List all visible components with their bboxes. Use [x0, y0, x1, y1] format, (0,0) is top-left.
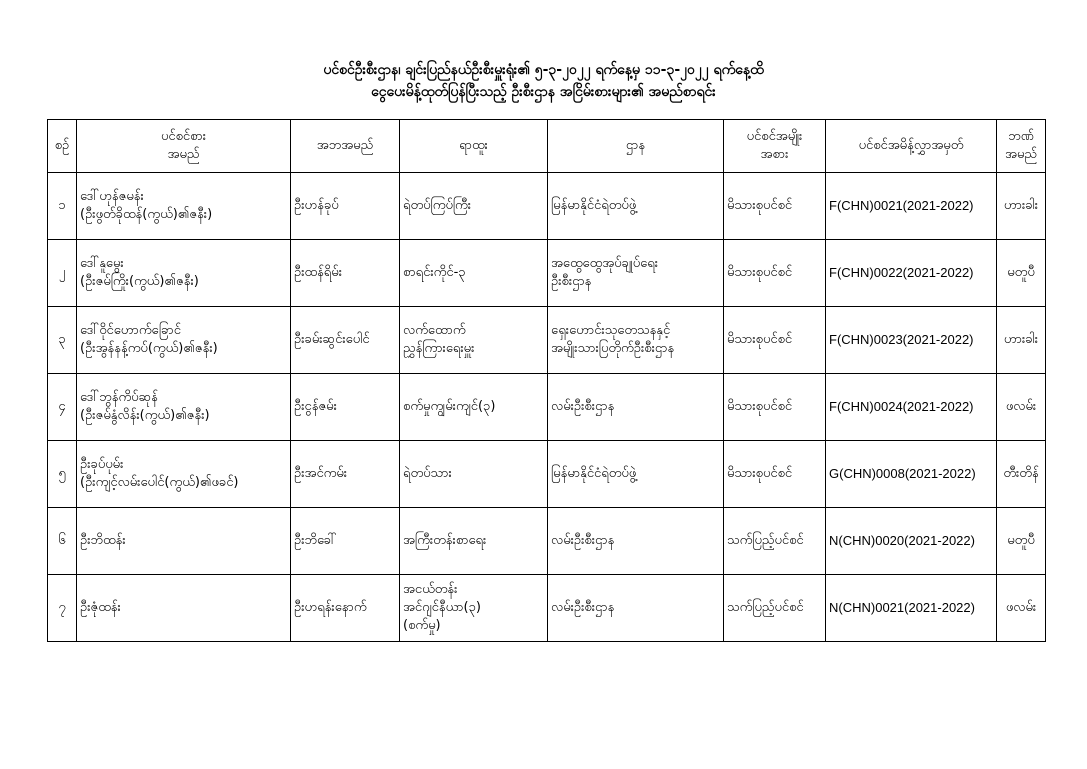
cell-pensioner-name-line: (ဦးကျင့်လမ်းပေါင်(ကွယ်)၏ဖခင်)	[80, 475, 239, 490]
cell-pensioner-name-line: (ဦးဇမ်ကြိုး(ကွယ်)၏ဇနီး)	[80, 274, 199, 289]
cell-position	[400, 575, 548, 642]
cell-pensioner-name	[77, 307, 291, 374]
cell-pension-type: မိသားစုပင်စင်	[724, 240, 826, 307]
table-row	[48, 240, 1046, 307]
cell-department	[548, 374, 724, 441]
cell-father-name: ဦးဟန်ခုပ်	[291, 173, 400, 240]
header-position	[400, 120, 548, 173]
cell-position	[400, 173, 548, 240]
header-father-name-line: အဘအမည်	[316, 138, 374, 153]
cell-pension-type: မိသားစုပင်စင်	[724, 307, 826, 374]
cell-pensioner-name	[77, 240, 291, 307]
cell-pensioner-name-line: (ဦးဖွတ်ခိုထန်(ကွယ်)၏ဇနီး)	[80, 207, 213, 222]
cell-father-name: ဦးခမ်းဆွင်းပေါင်	[291, 307, 400, 374]
cell-pensioner-name-line: ဦးဘိထန်း	[80, 533, 126, 548]
table-row	[48, 307, 1046, 374]
cell-serial: ၆	[48, 508, 77, 575]
cell-pensioner-name-line: (ဦးအွန်နန့်ကပ်(ကွယ်)၏ဇနီး)	[80, 341, 218, 356]
header-pensioner-name-line: ပင်စင်စား	[160, 129, 207, 144]
cell-position	[400, 441, 548, 508]
cell-bank: ဟားခါး	[997, 307, 1046, 374]
cell-father-name: ဦးဟရန်းနောက်	[291, 575, 400, 642]
cell-pensioner-name-line: ဦးခုပ်ပုမ်း	[80, 457, 124, 472]
cell-pensioner-name-line: ဒေါ်ဟုန်ဇမန်း	[80, 189, 144, 204]
header-serial-line: စဉ်	[54, 138, 70, 153]
cell-position	[400, 240, 548, 307]
header-bank-line: ဘဏ်	[1008, 129, 1034, 144]
cell-position-line: ရဲတပ်ကြပ်ကြီး	[403, 198, 472, 213]
cell-father-name: ဦးထန်ရိမ်း	[291, 240, 400, 307]
header-pension-type-line: ပင်စင်အမျိုး	[746, 129, 803, 144]
cell-pensioner-name-line: (ဦးဇမ်နွံလိန်း(ကွယ်)၏ဇနီး)	[80, 408, 210, 423]
cell-position	[400, 374, 548, 441]
cell-department-line: ဦးစီးဌာန	[551, 274, 592, 289]
cell-department	[548, 240, 724, 307]
header-position-line: ရာထူး	[459, 138, 488, 153]
cell-order-number: N(CHN)0021(2021-2022)	[826, 575, 997, 642]
cell-department-line: အမျိုးသားပြတိုက်ဦးစီးဌာန	[551, 341, 675, 356]
cell-order-number: F(CHN)0023(2021-2022)	[826, 307, 997, 374]
cell-position-line: စက်မှုကျွမ်းကျင်(၃)	[403, 399, 496, 414]
cell-pensioner-name-line: ဒေါ်နူမွေး	[80, 256, 124, 271]
cell-position	[400, 307, 548, 374]
cell-bank: ဖလမ်း	[997, 575, 1046, 642]
cell-pensioner-name	[77, 173, 291, 240]
cell-father-name: ဦးဘိခေါ်	[291, 508, 400, 575]
cell-father-name: ဦးငွန်ဇမ်း	[291, 374, 400, 441]
cell-bank: မတူပီ	[997, 240, 1046, 307]
header-pension-type-line: အစား	[760, 147, 789, 162]
header-serial	[48, 120, 77, 173]
cell-department-line: လမ်းဦးစီးဌာန	[551, 533, 615, 548]
cell-department	[548, 575, 724, 642]
cell-serial: ၂	[48, 240, 77, 307]
cell-department	[548, 441, 724, 508]
cell-department-line: မြန်မာနိုင်ငံရဲတပ်ဖွဲ့	[551, 198, 637, 213]
cell-serial: ၃	[48, 307, 77, 374]
cell-order-number: F(CHN)0021(2021-2022)	[826, 173, 997, 240]
cell-order-number: F(CHN)0022(2021-2022)	[826, 240, 997, 307]
cell-department	[548, 173, 724, 240]
cell-department-line: လမ်းဦးစီးဌာန	[551, 600, 615, 615]
cell-order-number: G(CHN)0008(2021-2022)	[826, 441, 997, 508]
cell-pensioner-name	[77, 441, 291, 508]
cell-pension-type: မိသားစုပင်စင်	[724, 374, 826, 441]
cell-serial: ၅	[48, 441, 77, 508]
header-pensioner-name-line: အမည်	[167, 147, 200, 162]
cell-pensioner-name-line: ဒေါ်ဘွန်ကိပ်ဆုန်	[80, 390, 158, 405]
pensioner-table	[47, 119, 1046, 642]
table-body	[48, 173, 1046, 642]
header-bank-line: အမည်	[1005, 147, 1037, 162]
cell-order-number: N(CHN)0020(2021-2022)	[826, 508, 997, 575]
table-row	[48, 508, 1046, 575]
document-title-line-2: ငွေပေးမိန့်ထုတ်ပြန်ပြီးသည့် ဦးစီးဌာန အငြိမ်းစားများ၏ အမည်စာရင်း	[371, 84, 716, 100]
header-order-number-line: ပင်စင်အမိန့်လွှာအမှတ်	[858, 138, 964, 153]
cell-serial: ၁	[48, 173, 77, 240]
cell-department-line: မြန်မာနိုင်ငံရဲတပ်ဖွဲ့	[551, 466, 637, 481]
table-row	[48, 441, 1046, 508]
cell-bank: တီးတိန်	[997, 441, 1046, 508]
cell-father-name: ဦးအင်ကမ်း	[291, 441, 400, 508]
cell-position	[400, 508, 548, 575]
cell-department-line: ရှေးဟောင်းသုတေသနနှင့်	[551, 323, 671, 338]
document-title-line-1: ပင်စင်ဦးစီးဌာန၊ ချင်းပြည်နယ်ဦးစီးမှူးရုံး၏ ၅-၃-၂၀၂၂ ရက်နေ့မှ ၁၁-၃-၂၀၂၂ ရက်နေ့ထိ	[323, 62, 764, 78]
cell-pensioner-name	[77, 374, 291, 441]
cell-position-line: အင်ဂျင်နီယာ(၃)	[403, 600, 481, 615]
header-father-name	[291, 120, 400, 173]
cell-pension-type: သက်ပြည့်ပင်စင်	[724, 575, 826, 642]
cell-pension-type: မိသားစုပင်စင်	[724, 173, 826, 240]
cell-serial: ၄	[48, 374, 77, 441]
cell-serial: ၇	[48, 575, 77, 642]
cell-position-line: (စက်မှု)	[403, 618, 441, 633]
cell-bank: ဟားခါး	[997, 173, 1046, 240]
cell-position-line: အငယ်တန်း	[403, 582, 458, 597]
cell-pensioner-name	[77, 575, 291, 642]
cell-pension-type: မိသားစုပင်စင်	[724, 441, 826, 508]
cell-bank: မတူပီ	[997, 508, 1046, 575]
cell-order-number: F(CHN)0024(2021-2022)	[826, 374, 997, 441]
cell-department-line: လမ်းဦးစီးဌာန	[551, 399, 615, 414]
table-row	[48, 575, 1046, 642]
cell-bank: ဖလမ်း	[997, 374, 1046, 441]
header-pension-type	[724, 120, 826, 173]
cell-position-line: ညွှန်ကြားရေးမှူး	[403, 341, 475, 356]
cell-position-line: လက်ထောက်	[403, 323, 466, 338]
cell-department	[548, 307, 724, 374]
cell-pensioner-name-line: ဦးဇုံထန်း	[80, 600, 121, 615]
cell-department	[548, 508, 724, 575]
header-order-number	[826, 120, 997, 173]
cell-position-line: စာရင်းကိုင်-၃	[403, 265, 466, 280]
header-department-line: ဌာန	[625, 138, 646, 153]
header-department	[548, 120, 724, 173]
table-header-row	[48, 120, 1046, 173]
cell-pensioner-name-line: ဒေါ်ဝိုင်ဟောက်ခြောင်	[80, 323, 181, 338]
cell-pension-type: သက်ပြည့်ပင်စင်	[724, 508, 826, 575]
cell-department-line: အထွေထွေအုပ်ချုပ်ရေး	[551, 256, 659, 271]
cell-pensioner-name	[77, 508, 291, 575]
header-pensioner-name	[77, 120, 291, 173]
cell-position-line: ရဲတပ်သား	[403, 466, 452, 481]
header-bank	[997, 120, 1046, 173]
table-row	[48, 374, 1046, 441]
table-row	[48, 173, 1046, 240]
cell-position-line: အကြီးတန်းစာရေး	[403, 533, 487, 548]
